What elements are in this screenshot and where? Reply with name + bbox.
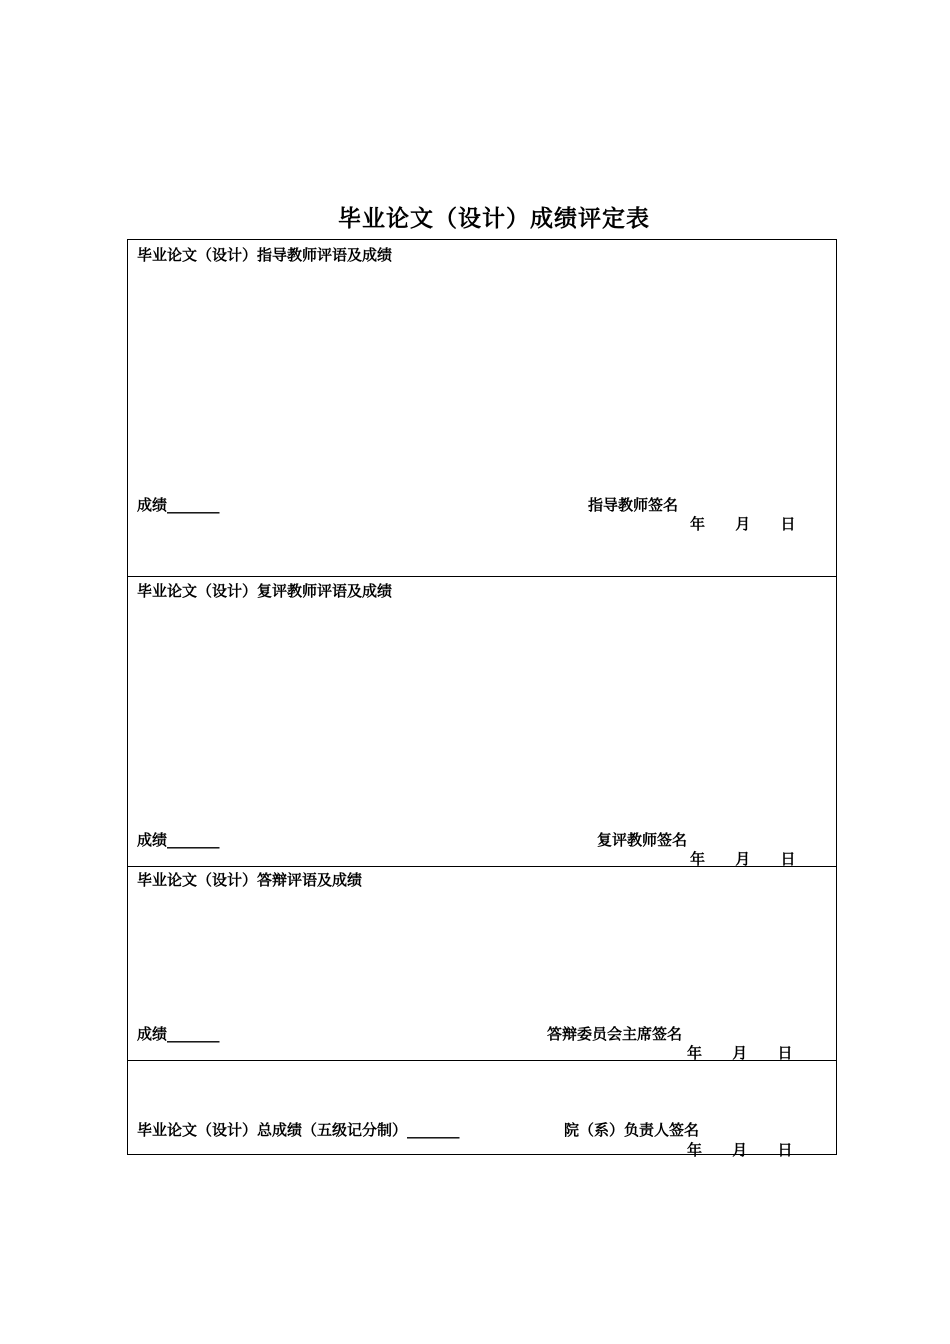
advisor-signature-field[interactable]: 指导教师签名 [588, 496, 679, 514]
month-label: 月 [735, 850, 751, 868]
dean-signature-field[interactable]: 院（系）负责人签名 [564, 1121, 700, 1139]
month-label: 月 [735, 515, 751, 533]
day-label: 日 [780, 850, 796, 868]
reviewer-signature-field[interactable]: 复评教师签名 [597, 831, 688, 849]
advisor-score-field[interactable]: 成绩_______ [137, 496, 220, 514]
defense-section [128, 866, 836, 1060]
month-label: 月 [732, 1141, 748, 1159]
year-label: 年 [690, 850, 706, 868]
defense-signature-field[interactable]: 答辩委员会主席签名 [547, 1025, 683, 1043]
reviewer-score-field[interactable]: 成绩_______ [137, 831, 220, 849]
defense-section-heading: 毕业论文（设计）答辩评语及成绩 [137, 871, 363, 889]
total-section [128, 1060, 836, 1159]
month-label: 月 [732, 1044, 748, 1062]
reviewer-section-heading: 毕业论文（设计）复评教师评语及成绩 [137, 582, 393, 600]
total-date [687, 1139, 793, 1160]
day-label: 日 [777, 1141, 793, 1159]
advisor-date [690, 513, 796, 534]
year-label: 年 [690, 515, 706, 533]
advisor-section [128, 240, 836, 576]
advisor-section-heading: 毕业论文（设计）指导教师评语及成绩 [137, 246, 393, 264]
year-label: 年 [687, 1044, 703, 1062]
reviewer-section [128, 576, 836, 866]
total-score-field[interactable]: 毕业论文（设计）总成绩（五级记分制）_______ [137, 1121, 460, 1139]
day-label: 日 [780, 515, 796, 533]
evaluation-table [127, 239, 837, 1159]
page-title: 毕业论文（设计）成绩评定表 [338, 206, 650, 232]
defense-score-field[interactable]: 成绩_______ [137, 1025, 220, 1043]
year-label: 年 [687, 1141, 703, 1159]
day-label: 日 [777, 1044, 793, 1062]
